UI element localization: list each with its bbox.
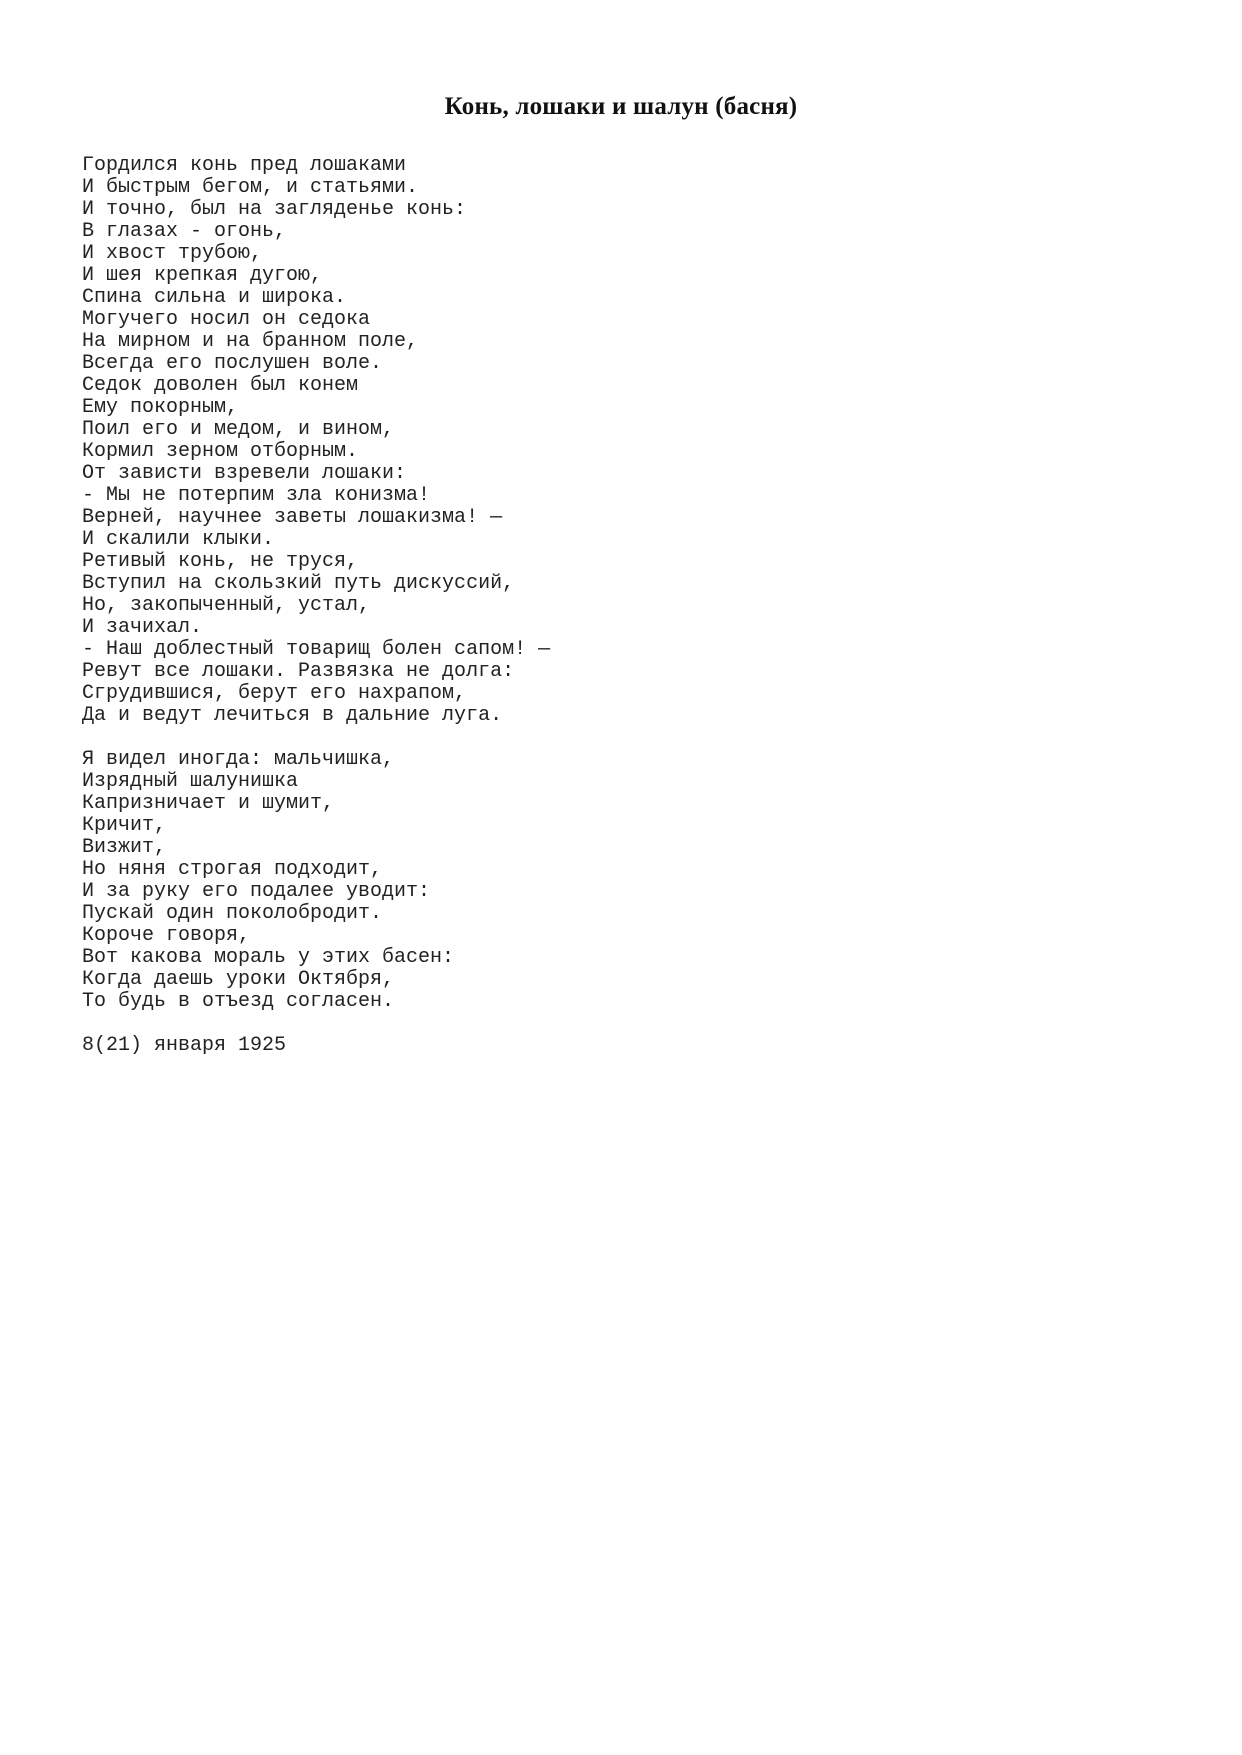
poem-line: То будь в отъезд согласен. bbox=[82, 990, 395, 1013]
poem-line: Сгрудившися, берут его нахрапом, bbox=[82, 682, 467, 705]
poem-line: Пускай один поколобродит. bbox=[82, 902, 383, 925]
poem-line: Капризничает и шумит, bbox=[82, 792, 335, 815]
poem-line: И хвост трубою, bbox=[82, 242, 263, 265]
poem-title: Конь, лошаки и шалун (басня) bbox=[444, 93, 798, 120]
poem-line: Вступил на скользкий путь дискуссий, bbox=[82, 572, 515, 595]
poem-line: Но няня строгая подходит, bbox=[82, 858, 383, 881]
poem-line: Ревут все лошаки. Развязка не долга: bbox=[82, 660, 515, 683]
poem-line: От зависти взревели лошаки: bbox=[82, 462, 407, 485]
poem-line: - Мы не потерпим зла конизма! bbox=[82, 484, 431, 507]
poem-line: Но, закопыченный, устал, bbox=[82, 594, 371, 617]
poem-line: И за руку его подалее уводит: bbox=[82, 880, 431, 903]
poem-line: И скалили клыки. bbox=[82, 528, 275, 551]
poem-line: Всегда его послушен воле. bbox=[82, 352, 383, 375]
poem-line: Могучего носил он седока bbox=[82, 308, 371, 331]
poem-line: И шея крепкая дугою, bbox=[82, 264, 323, 287]
poem-line: Да и ведут лечиться в дальние луга. bbox=[82, 704, 503, 727]
poem-line: Визжит, bbox=[82, 836, 167, 859]
poem-line: Кормил зерном отборным. bbox=[82, 440, 359, 463]
poem-line: В глазах - огонь, bbox=[82, 220, 287, 243]
poem-line: Когда даешь уроки Октября, bbox=[82, 968, 395, 991]
poem-line: Гордился конь пред лошаками bbox=[82, 154, 407, 177]
poem-line: Ему покорным, bbox=[82, 396, 239, 419]
poem-line: Короче говоря, bbox=[82, 924, 251, 947]
poem-line: Спина сильна и широка. bbox=[82, 286, 347, 309]
poem-line: На мирном и на бранном поле, bbox=[82, 330, 419, 353]
poem-line: Верней, научнее заветы лошакизма! — bbox=[82, 506, 503, 529]
poem-line: И быстрым бегом, и статьями. bbox=[82, 176, 419, 199]
poem-line: Поил его и медом, и вином, bbox=[82, 418, 395, 441]
stanza bbox=[82, 749, 1182, 1013]
poem-line: Седок доволен был конем bbox=[82, 374, 359, 397]
poem-line: И зачихал. bbox=[82, 616, 203, 639]
poem-line: Вот какова мораль у этих басен: bbox=[82, 946, 455, 969]
poem-line: И точно, был на загляденье конь: bbox=[82, 198, 467, 221]
poem-line: Я видел иногда: мальчишка, bbox=[82, 748, 395, 771]
poem-line: - Наш доблестный товарищ болен сапом! — bbox=[82, 638, 551, 661]
poem-date: 8(21) января 1925 bbox=[82, 1034, 287, 1057]
stanza bbox=[82, 155, 1182, 727]
poem-line: Кричит, bbox=[82, 814, 167, 837]
poem-line: Изрядный шалунишка bbox=[82, 770, 299, 793]
poem-body bbox=[82, 155, 1182, 1057]
poem-line: Ретивый конь, не труся, bbox=[82, 550, 359, 573]
